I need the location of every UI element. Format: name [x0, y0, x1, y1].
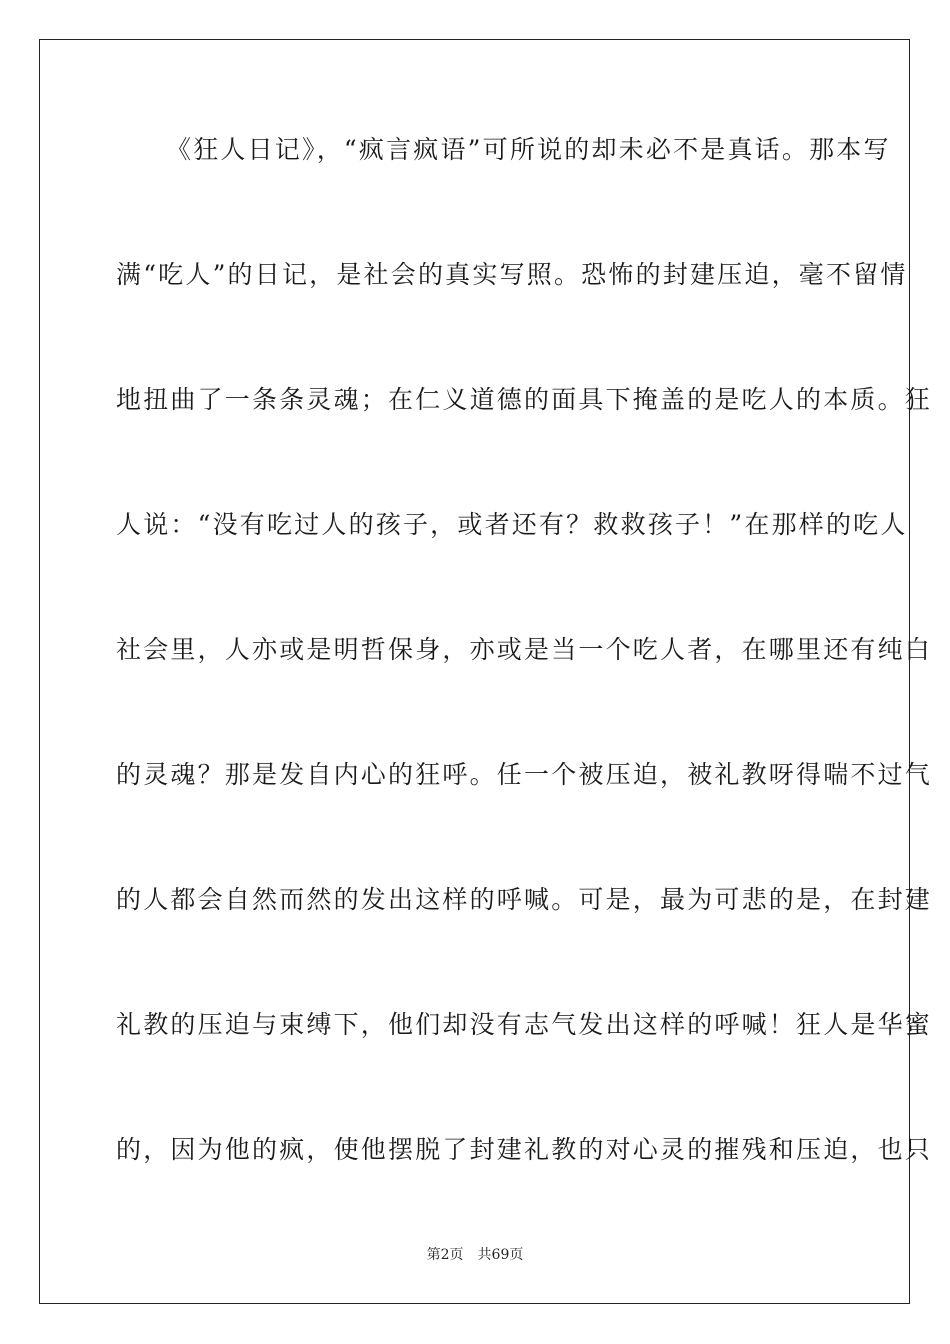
page-total: 共69页 — [477, 1247, 524, 1263]
paragraph-line-2: 满“吃人”的日记，是社会的真实写照。恐怖的封建压迫，毫不留情 — [116, 260, 908, 289]
page-footer — [0, 1246, 950, 1264]
page-frame — [39, 39, 933, 1304]
paragraph-line-4: 人说：“没有吃过人的孩子，或者还有？救救孩子！”在那样的吃人 — [116, 510, 908, 539]
paragraph-line-9: 的，因为他的疯，使他摆脱了封建礼教的对心灵的摧残和压迫，也只 — [116, 1135, 933, 1164]
paragraph-line-6: 的灵魂？那是发自内心的狂呼。任一个被压迫，被礼教呀得喘不过气 — [116, 760, 933, 789]
paragraph-line-8: 礼教的压迫与束缚下，他们却没有志气发出这样的呼喊！狂人是华蜜 — [116, 1010, 933, 1039]
paragraph-line-5: 社会里，人亦或是明哲保身，亦或是当一个吃人者，在哪里还有纯白 — [116, 635, 933, 664]
paragraph-line-3: 地扭曲了一条条灵魂；在仁义道德的面具下掩盖的是吃人的本质。狂 — [116, 385, 933, 414]
paragraph-line-7: 的人都会自然而然的发出这样的呼喊。可是，最为可悲的是，在封建 — [116, 885, 933, 914]
paragraph-line-1: 《狂人日记》，“疯言疯语”可所说的却未必不是真话。那本写 — [166, 135, 891, 164]
page-number: 第2页 — [426, 1247, 464, 1263]
